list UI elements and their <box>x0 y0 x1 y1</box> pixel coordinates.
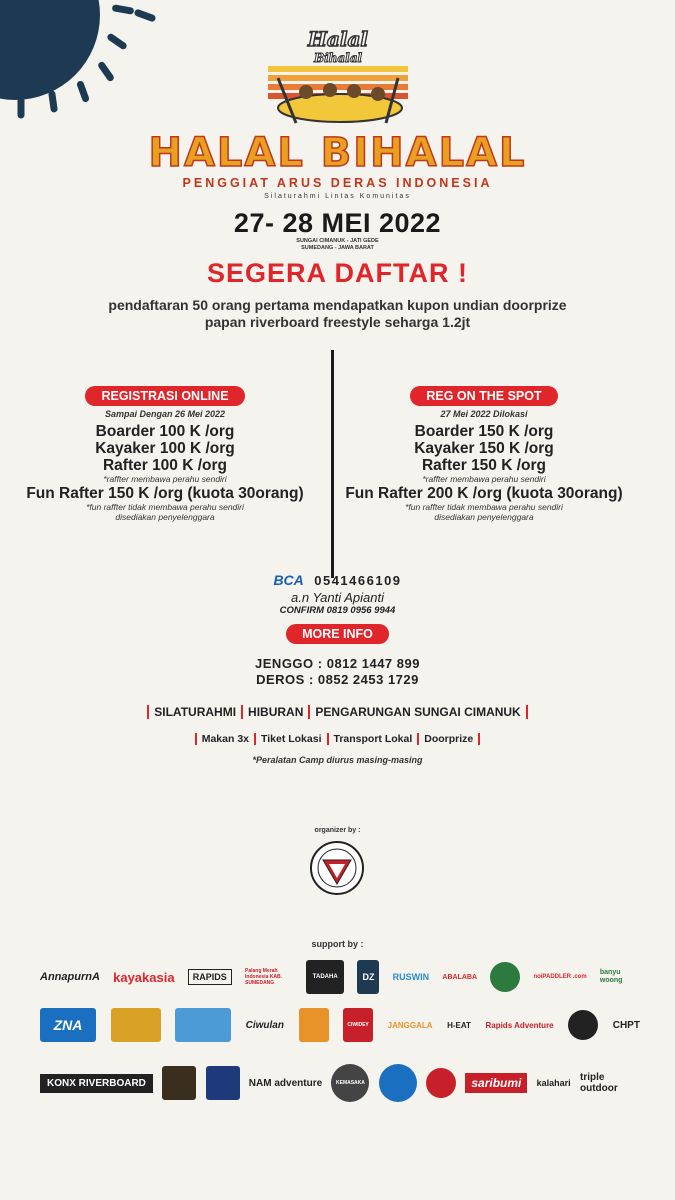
promo-text <box>0 297 675 331</box>
sun-ray <box>112 4 135 15</box>
sponsor-logo: saribumi <box>465 1073 527 1093</box>
sponsor-logo: banyu woong <box>599 969 623 984</box>
sponsor-logo <box>490 962 520 992</box>
facility-tag: Tiket Lokasi <box>254 733 327 745</box>
sponsor-logo: TADAHA <box>306 960 344 994</box>
facility-tag: Transport Lokal <box>327 733 418 745</box>
onspot-registration <box>324 386 644 522</box>
contacts <box>0 656 675 688</box>
sponsor-logo: RUSWIN <box>392 972 430 982</box>
sponsor-logo: H-EAT <box>447 1020 471 1030</box>
sponsor-logo <box>206 1066 240 1100</box>
logo-text-bottom: Bihalal <box>313 51 363 65</box>
sun-ray <box>97 60 115 82</box>
event-location <box>0 238 675 252</box>
contact-deros: DEROS : 0852 2453 1729 <box>256 672 419 687</box>
account-holder: a.n Yanti Apianti <box>291 590 384 605</box>
price-kayaker: Kayaker 100 K /org <box>95 440 235 457</box>
sponsor-logo: noiPADDLER .com <box>533 974 587 980</box>
sun-decoration <box>0 0 100 100</box>
event-title: HALAL BIHALAL <box>148 130 527 176</box>
organizer-logo <box>309 840 365 896</box>
sun-ray <box>106 32 128 50</box>
confirm-number: CONFIRM 0819 0956 9944 <box>279 605 396 616</box>
fun-rafter-note: disediakan penyelenggara <box>434 512 534 522</box>
sponsor-logo: NAM adventure <box>248 1077 323 1089</box>
onspot-pill: REG ON THE SPOT <box>410 386 557 406</box>
sponsor-row <box>40 960 640 994</box>
fun-rafter-note: disediakan penyelenggara <box>115 512 215 522</box>
online-pill: REGISTRASI ONLINE <box>85 386 244 406</box>
logo-text-top: Halal <box>307 28 369 51</box>
promo-line: papan riverboard freestyle seharga 1.2jt <box>204 314 471 330</box>
sponsor-logo: ZNA <box>40 1008 96 1042</box>
rafter-note: *raffter membawa perahu sendiri <box>422 474 546 484</box>
activity-tag: PENGARUNGAN SUNGAI CIMANUK <box>308 705 527 719</box>
support-label: support by : <box>311 939 364 949</box>
sponsor-logo: CHPT <box>612 1019 640 1031</box>
fun-rafter-note: *fun raffter tidak membawa perahu sendiri <box>86 502 244 512</box>
sponsor-logo: triple outdoor <box>579 1072 618 1094</box>
sponsor-logo <box>426 1068 456 1098</box>
price-boarder: Boarder 100 K /org <box>95 423 235 440</box>
bca-logo: BCA <box>273 572 304 588</box>
online-deadline: Sampai Dengan 26 Mei 2022 <box>104 409 226 419</box>
rafting-logo-icon <box>248 28 428 138</box>
payment-info <box>0 572 675 644</box>
price-rafter: Rafter 100 K /org <box>102 457 228 474</box>
activities-row <box>0 705 675 719</box>
fun-rafter-note: *fun raffter tidak membawa perahu sendiri <box>405 502 563 512</box>
association-emblem-icon <box>309 840 365 896</box>
sponsor-logo: DZ <box>357 960 379 994</box>
promo-line: pendaftaran 50 orang pertama mendapatkan kupon undian doorprize <box>108 297 567 313</box>
sponsor-logo: Ciwulan <box>245 1019 284 1031</box>
sponsor-logo <box>175 1008 231 1042</box>
facility-tag: Doorprize <box>417 733 480 745</box>
price-fun-rafter: Fun Rafter 200 K /org (kuota 30orang) <box>345 485 623 502</box>
sponsor-logo <box>162 1066 196 1100</box>
sponsor-logo: CIWIDEY <box>343 1008 373 1042</box>
organizer-label: organizer by : <box>314 827 361 834</box>
register-headline: SEGERA DAFTAR ! <box>207 258 468 288</box>
sponsor-logo: KONX RIVERBOARD <box>40 1074 153 1093</box>
event-date: 27- 28 MEI 2022 <box>233 208 442 238</box>
sponsor-logo <box>379 1064 417 1102</box>
sun-ray <box>133 8 156 22</box>
sponsor-logo: kalahari <box>536 1078 571 1088</box>
price-boarder: Boarder 150 K /org <box>414 423 554 440</box>
sponsor-logo: ABALABA <box>442 973 477 981</box>
sponsor-logo: RAPIDS <box>188 969 232 985</box>
sponsor-logo <box>299 1008 329 1042</box>
sponsor-logo <box>111 1008 161 1042</box>
sponsor-row <box>40 1008 640 1042</box>
online-registration <box>5 386 325 522</box>
account-number: 0541466109 <box>314 573 402 588</box>
event-subtitle: PENGGIAT ARUS DERAS INDONESIA <box>182 176 493 190</box>
location-line: SUNGAI CIMANUK - JATI GEDE <box>296 238 379 244</box>
sponsor-logo: KEMASAKA <box>331 1064 369 1102</box>
facilities-row <box>0 733 675 745</box>
sponsor-logo: JANGGALA <box>387 1020 433 1030</box>
location-line: SUMEDANG - JAWA BARAT <box>301 245 374 251</box>
sponsor-logo: kayakasia <box>113 969 175 985</box>
sponsor-logo <box>568 1010 598 1040</box>
sponsor-logo: Palang Merah Indonesia KAB. SUMEDANG <box>245 968 282 986</box>
rafter-note: *raffter membawa perahu sendiri <box>103 474 227 484</box>
activity-tag: SILATURAHMI <box>147 705 241 719</box>
camp-note: *Peralatan Camp diurus masing-masing <box>252 755 423 765</box>
price-rafter: Rafter 150 K /org <box>421 457 547 474</box>
sponsor-logo: Rapids Adventure <box>485 1020 554 1030</box>
more-info-pill: MORE INFO <box>286 624 389 644</box>
sponsor-logo: AnnapurnA <box>40 971 100 983</box>
price-fun-rafter: Fun Rafter 150 K /org (kuota 30orang) <box>26 485 304 502</box>
price-kayaker: Kayaker 150 K /org <box>414 440 554 457</box>
onspot-deadline: 27 Mei 2022 Dilokasi <box>440 409 528 419</box>
sun-ray <box>48 90 58 113</box>
sponsor-row <box>40 1064 640 1102</box>
sun-ray <box>76 80 90 103</box>
sun-ray <box>18 97 25 119</box>
activity-tag: HIBURAN <box>241 705 308 719</box>
contact-jenggo: JENGGO : 0812 1447 899 <box>255 656 420 671</box>
event-logo <box>248 28 428 138</box>
facility-tag: Makan 3x <box>195 733 254 745</box>
event-tagline: Silaturahmi Lintas Komunitas <box>264 193 411 200</box>
